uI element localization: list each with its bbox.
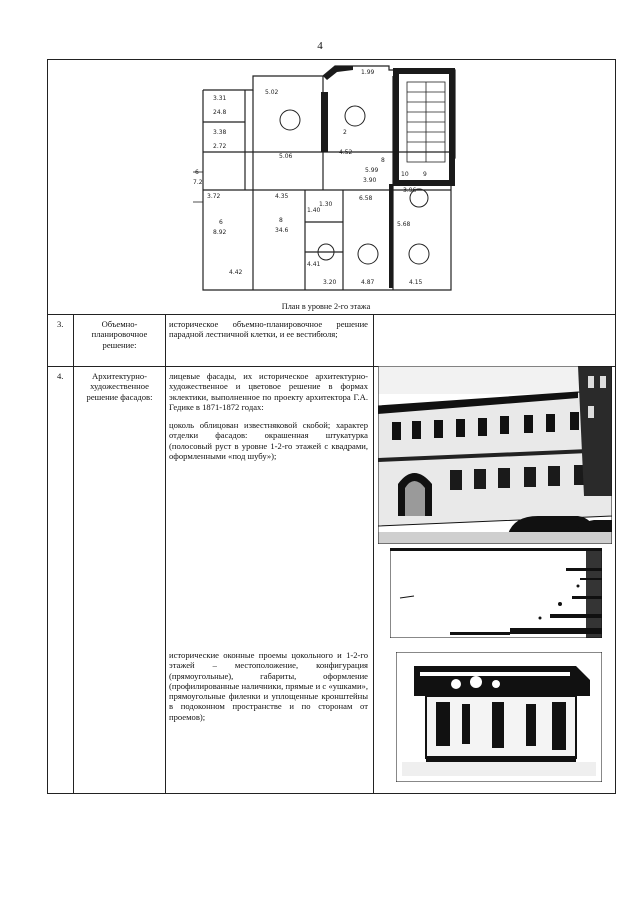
room-label: 3.38	[213, 129, 227, 136]
room-label: 4.52	[339, 149, 353, 156]
row-number: 4.	[57, 371, 64, 381]
room-label: 3.72	[207, 193, 221, 200]
room-label: 3.90	[363, 177, 377, 184]
room-label: 2	[343, 129, 347, 136]
row-number: 3.	[57, 319, 64, 329]
room-label: 1.40	[307, 207, 321, 214]
room-label: 3.20	[323, 279, 337, 286]
room-label: 8	[279, 217, 283, 224]
room-label: 4.35	[275, 193, 289, 200]
room-label: 5.68	[397, 221, 411, 228]
description-paragraph: лицевые фасады, их историческое архитектурно-художественное и цветовое решение в формах эклектики, выполненное по проекту архитектора Г.А. Гедике в 1871-1872 годах:	[169, 371, 368, 412]
column-divider	[73, 314, 74, 794]
room-label: 4.42	[229, 269, 243, 276]
room-label: 10	[401, 171, 409, 178]
row-description	[169, 319, 368, 348]
row-description	[169, 371, 368, 469]
room-label: 1.99	[361, 69, 375, 76]
description-paragraph: цоколь облицован известняковой скобой; характер отделки фасадов: окрашенная штукатурка (полосовый руст в уровне 1-2-го этажей с квадрами, оформленными «под шубу»);	[169, 420, 368, 462]
room-label: 3.31	[213, 95, 227, 102]
facade-photo	[378, 366, 612, 544]
room-label: 8	[381, 157, 385, 164]
plinth-photo	[390, 548, 602, 638]
description-paragraph: исторические оконные проемы цокольного и 1-2-го этажей – местоположение, конфигурация (прямоугольные), габариты, оформление (профилированные наличники, прямые и с «ушками», прямоугольные филенки и уплощенные кронштейны в подоконном пространстве и по сторонам от проемов);	[169, 650, 368, 722]
room-label: 4.15	[409, 279, 423, 286]
room-label: 5.06	[279, 153, 293, 160]
window-detail-photo	[396, 652, 602, 782]
room-label: 7.2	[193, 179, 203, 186]
row-name: Архитектурно-художественное решение фасадов:	[86, 371, 153, 402]
floor-plan-drawing	[193, 62, 459, 300]
room-label: 6.58	[359, 195, 373, 202]
row-divider	[48, 314, 615, 315]
description-paragraph: историческое объемно-планировочное решение парадной лестничной клетки, и ее вестибюля;	[169, 319, 368, 340]
room-label: 2.72	[213, 143, 227, 150]
room-label: 6	[195, 169, 199, 176]
floor-plan	[193, 62, 459, 311]
row-name: Объемно-планировочное решение:	[91, 319, 148, 350]
room-label: 4.87	[361, 279, 375, 286]
room-label: 34.6	[275, 227, 289, 234]
column-divider	[373, 314, 374, 794]
room-label: 6	[219, 219, 223, 226]
room-label: 1.30	[319, 201, 333, 208]
room-label: 3.96	[403, 187, 417, 194]
row-description	[169, 650, 368, 730]
column-divider	[165, 314, 166, 794]
document-table	[47, 59, 616, 794]
room-label: 9	[423, 171, 427, 178]
plan-caption: План в уровне 2-го этажа	[281, 302, 371, 311]
room-label: 4.41	[307, 261, 321, 268]
room-label: 8.92	[213, 229, 227, 236]
page-number: 4	[317, 40, 323, 52]
room-label: 24.8	[213, 109, 227, 116]
room-label: 5.99	[365, 167, 379, 174]
room-label: 5.02	[265, 89, 279, 96]
